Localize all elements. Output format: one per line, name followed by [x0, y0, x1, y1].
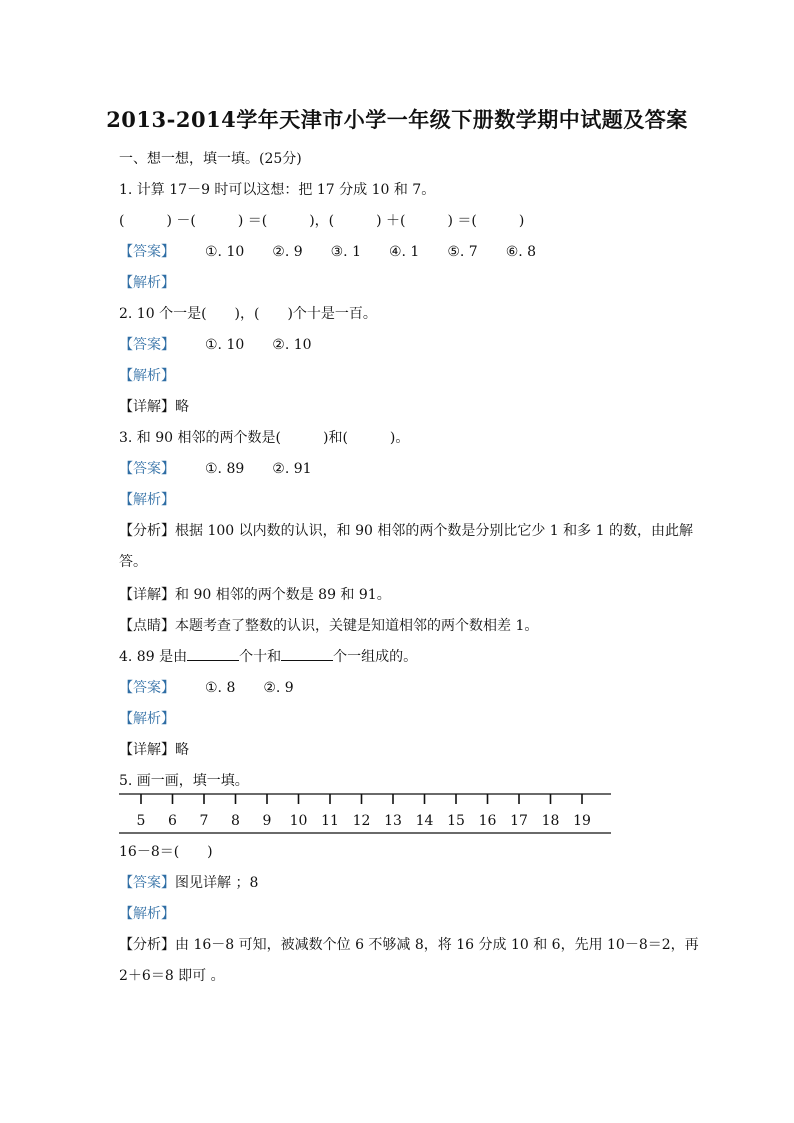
question-1-stem: 1. 计算 17－9 时可以这想：把 17 分成 10 和 7。 [119, 182, 436, 198]
dianjing-tag: 【点睛】 [119, 618, 175, 634]
question-4-stem [119, 648, 417, 666]
question-5-answer-row [119, 874, 258, 892]
answer-tag: 【答案】 [119, 680, 175, 696]
analysis-tag: 【解析】 [119, 275, 175, 291]
question-2-answer: ①. 10 ②. 10 [205, 337, 312, 353]
number-line-label: 6 [168, 813, 177, 829]
question-3-answer-row [119, 460, 312, 478]
detail-tag: 【详解】 [119, 587, 175, 603]
question-5-equation: 16－8＝( ) [119, 844, 213, 860]
number-line-label: 14 [415, 813, 434, 829]
question-3-detail-row [119, 586, 391, 604]
question-4-stem-b: 个十和 [239, 649, 282, 665]
number-line-label: 10 [289, 813, 308, 829]
number-line-label: 19 [573, 813, 591, 829]
fill-blank [281, 648, 333, 661]
section-heading: 一、想一想，填一填。(25分) [119, 151, 302, 167]
question-5-answer: 图见详解 ；8 [175, 875, 259, 891]
number-line-label: 13 [384, 813, 402, 829]
question-3-fenxi-line1: 根据 100 以内数的认识，和 90 相邻的两个数是分别比它少 1 和多 1 的数，由此解 [175, 523, 693, 539]
number-line-label: 7 [199, 813, 209, 829]
question-4-detail: 略 [175, 742, 189, 758]
question-3-dianjing: 本题考查了整数的认识，关键是知道相邻的两个数相差 1。 [175, 618, 539, 634]
answer-tag: 【答案】 [119, 244, 175, 260]
question-3-answer: ①. 89 ②. 91 [205, 461, 312, 477]
number-line-label: 18 [541, 813, 560, 829]
question-5-fenxi-line1: 由 16－8 可知，被减数个位 6 不够减 8，将 16 分成 10 和 6，先用 10－8＝2，再 [175, 937, 699, 953]
question-4-stem-c: 个一组成的。 [333, 649, 418, 665]
page-title: 2013-2014学年天津市小学一年级下册数学期中试题及答案 [106, 107, 688, 132]
analysis-tag: 【解析】 [119, 711, 175, 727]
number-line-label: 17 [510, 813, 528, 829]
question-1-answer: ①. 10 ②. 9 ③. 1 ④. 1 ⑤. 7 ⑥. 8 [205, 244, 537, 260]
analysis-tag: 【解析】 [119, 368, 175, 384]
question-3-fenxi-line2: 答。 [119, 554, 147, 570]
question-5-stem: 5. 画一画，填一填。 [119, 773, 249, 789]
answer-tag: 【答案】 [119, 875, 175, 891]
question-3-fenxi-row [119, 522, 693, 540]
answer-tag: 【答案】 [119, 461, 175, 477]
number-line-label: 8 [231, 813, 240, 829]
question-1-blanks: ( ) －( ) ＝( )，( ) ＋( ) ＝( ) [119, 213, 525, 229]
question-5-fenxi-line2: 2＋6＝8 即可 。 [119, 968, 225, 984]
question-3-detail: 和 90 相邻的两个数是 89 和 91。 [175, 587, 391, 603]
question-4-stem-a: 4. 89 是由 [119, 649, 188, 665]
question-5-fenxi-row [119, 936, 699, 954]
question-4-answer: ①. 8 ②. 9 [205, 680, 294, 696]
analysis-tag: 【解析】 [119, 492, 175, 508]
number-line-label: 11 [321, 813, 339, 829]
fill-blank [187, 648, 239, 661]
detail-tag: 【详解】 [119, 742, 175, 758]
number-line-label: 15 [447, 813, 465, 829]
number-line-label: 5 [136, 813, 146, 829]
question-2-answer-row [119, 336, 312, 354]
question-3-dianjing-row [119, 617, 538, 635]
answer-tag: 【答案】 [119, 337, 175, 353]
question-1-answer-row [119, 243, 536, 261]
question-2-stem: 2. 10 个一是( )，( )个十是一百。 [119, 306, 377, 322]
number-line [119, 788, 619, 838]
analysis-tag: 【解析】 [119, 906, 175, 922]
fenxi-tag: 【分析】 [119, 523, 175, 539]
question-3-stem: 3. 和 90 相邻的两个数是( )和( )。 [119, 430, 410, 446]
question-4-detail-row [119, 741, 189, 759]
detail-tag: 【详解】 [119, 399, 175, 415]
question-4-answer-row [119, 679, 294, 697]
number-line-label: 16 [478, 813, 497, 829]
number-line-label: 12 [352, 813, 371, 829]
number-line-label: 9 [262, 813, 272, 829]
fenxi-tag: 【分析】 [119, 937, 175, 953]
question-2-detail: 略 [175, 399, 189, 415]
question-2-detail-row [119, 398, 189, 416]
